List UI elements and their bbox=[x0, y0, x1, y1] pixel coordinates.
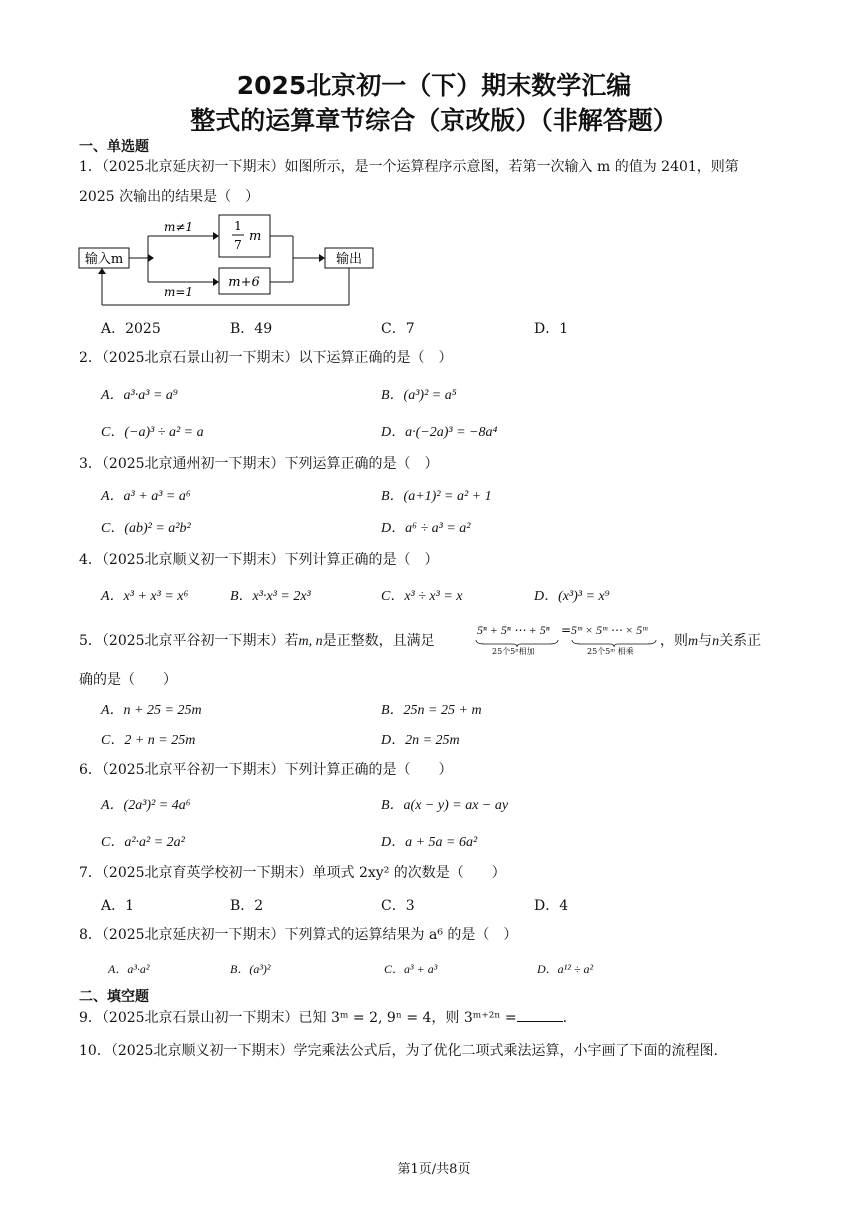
q5-stem-part2: 是正整数，且满足 bbox=[322, 633, 435, 649]
q7-option-d: D．4 bbox=[534, 898, 569, 914]
q8-option-d: D．a¹² ÷ a² bbox=[537, 962, 594, 976]
q1-stem-line2: 2025 次输出的结果是（ ） bbox=[79, 189, 260, 205]
q5-prod-note: 25个5ᵐ 相乘 bbox=[587, 647, 634, 656]
q4-option-c: C．x³ ÷ x³ = x bbox=[381, 589, 463, 604]
doc-title-line1: 2025北京初一（下）期末数学汇编 bbox=[236, 71, 632, 100]
flow-top-var: m bbox=[249, 229, 262, 244]
q4-option-a: A．x³ + x³ = x⁶ bbox=[101, 589, 189, 604]
q2-option-c: C．(−a)³ ÷ a² = a bbox=[101, 425, 204, 440]
flow-cond-bottom: m=1 bbox=[164, 285, 194, 299]
q5-stem-part3: ，则 bbox=[660, 633, 688, 649]
q9-stem bbox=[79, 1007, 567, 1027]
q2-option-b: B．(a³)² = a⁵ bbox=[381, 388, 457, 403]
q10-stem: 10．（2025北京顺义初一下期末）学完乘法公式后，为了优化二项式乘法运算，小宇画了下面的流程图. bbox=[79, 1043, 718, 1059]
q3-option-c: C．(ab)² = a²b² bbox=[101, 521, 191, 536]
q7-option-a: A．1 bbox=[101, 898, 135, 914]
q3-option-b: B．(a+1)² = a² + 1 bbox=[381, 489, 492, 504]
q5-option-a: A．n + 25 = 25m bbox=[101, 703, 202, 718]
q9-text: 9．（2025北京石景山初一下期末）已知 3ᵐ = 2, 9ⁿ = 4，则 3ᵐ⁺²ⁿ = bbox=[79, 1010, 517, 1026]
q8-option-c: C．a³ + a³ bbox=[384, 962, 438, 976]
q5-var-n: n bbox=[712, 634, 720, 649]
q1-option-b: B．49 bbox=[230, 321, 273, 337]
q5-prod-expr: 5ᵐ × 5ᵐ ⋯ × 5ᵐ bbox=[571, 623, 648, 637]
q7-option-c: C．3 bbox=[381, 898, 415, 914]
q5-vars: m, n bbox=[298, 634, 323, 649]
q5-sum-note: 25个5ⁿ相加 bbox=[492, 647, 535, 656]
q8-option-b: B．(a³)² bbox=[230, 962, 271, 976]
q5-stem-part4: 与 bbox=[698, 633, 713, 649]
flow-input-label: 输入m bbox=[84, 252, 124, 267]
q1-flowchart bbox=[76, 210, 386, 314]
q2-stem: 2．（2025北京石景山初一下期末）以下运算正确的是（ ） bbox=[79, 350, 453, 366]
q3-stem: 3．（2025北京通州初一下期末）下列运算正确的是（ ） bbox=[79, 456, 439, 472]
flow-output-label: 输出 bbox=[335, 252, 363, 267]
q6-option-d: D．a + 5a = 6a² bbox=[381, 835, 478, 850]
q7-option-b: B．2 bbox=[230, 898, 264, 914]
q8-option-a: A．a³·a² bbox=[108, 962, 150, 976]
doc-title-line2: 整式的运算章节综合（京改版）（非解答题） bbox=[190, 106, 678, 135]
q5-option-c: C．2 + n = 25m bbox=[101, 733, 196, 748]
section-single-choice: 一、单选题 bbox=[79, 139, 149, 155]
q5-var-m: m bbox=[688, 634, 699, 649]
q9-answer-blank[interactable] bbox=[517, 1010, 563, 1022]
q7-stem: 7．（2025北京育英学校初一下期末）单项式 2xy² 的次数是（ ） bbox=[79, 865, 506, 881]
q1-option-d: D．1 bbox=[534, 321, 569, 337]
q4-option-d: D．(x³)³ = x⁹ bbox=[534, 589, 610, 604]
q3-option-a: A．a³ + a³ = a⁶ bbox=[101, 489, 191, 504]
flow-cond-top: m≠1 bbox=[164, 220, 194, 234]
q5-stem-line1 bbox=[79, 630, 435, 650]
flow-bottom-expr: m+6 bbox=[228, 275, 260, 290]
q1-stem-line1: 1．（2025北京延庆初一下期末）如图所示，是一个运算程序示意图，若第一次输入 m 的值为 2401，则第 bbox=[79, 159, 739, 175]
flow-frac-den: 7 bbox=[234, 238, 242, 252]
q5-option-d: D．2n = 25m bbox=[381, 733, 460, 748]
q6-stem: 6．（2025北京平谷初一下期末）下列计算正确的是（ ） bbox=[79, 762, 453, 778]
q2-option-d: D．a·(−2a)³ = −8a⁴ bbox=[381, 425, 498, 440]
page-footer: 第1页/共8页 bbox=[397, 1162, 471, 1177]
q4-stem: 4．（2025北京顺义初一下期末）下列计算正确的是（ ） bbox=[79, 552, 439, 568]
q5-sum-expr: 5ⁿ + 5ⁿ ⋯ + 5ⁿ bbox=[477, 623, 550, 637]
q1-option-a: A．2025 bbox=[101, 321, 161, 337]
flow-frac-num: 1 bbox=[234, 219, 242, 233]
q5-option-b: B．25n = 25 + m bbox=[381, 703, 482, 718]
q3-option-d: D．a⁶ ÷ a³ = a² bbox=[381, 521, 471, 536]
q5-stem-line2: 确的是（ ） bbox=[79, 672, 177, 688]
q6-option-b: B．a(x − y) = ax − ay bbox=[381, 798, 509, 813]
q5-stem-part5: 关系正 bbox=[719, 633, 762, 649]
q5-stem-tail bbox=[660, 630, 761, 650]
q8-stem: 8．（2025北京延庆初一下期末）下列算式的运算结果为 a⁶ 的是（ ） bbox=[79, 927, 518, 943]
q6-option-a: A．(2a³)² = 4a⁶ bbox=[101, 798, 191, 813]
q5-stem-part1: 5．（2025北京平谷初一下期末）若 bbox=[79, 633, 299, 649]
section-fill-blank: 二、填空题 bbox=[79, 989, 149, 1005]
q6-option-c: C．a²·a² = 2a² bbox=[101, 835, 185, 850]
flow-divide-box bbox=[219, 215, 270, 257]
q1-option-c: C．7 bbox=[381, 321, 415, 337]
q4-option-b: B．x³·x³ = 2x³ bbox=[230, 589, 311, 604]
q5-eq: = bbox=[561, 623, 572, 637]
q2-option-a: A．a³·a³ = a⁹ bbox=[101, 388, 178, 403]
q9-period: . bbox=[562, 1010, 568, 1026]
